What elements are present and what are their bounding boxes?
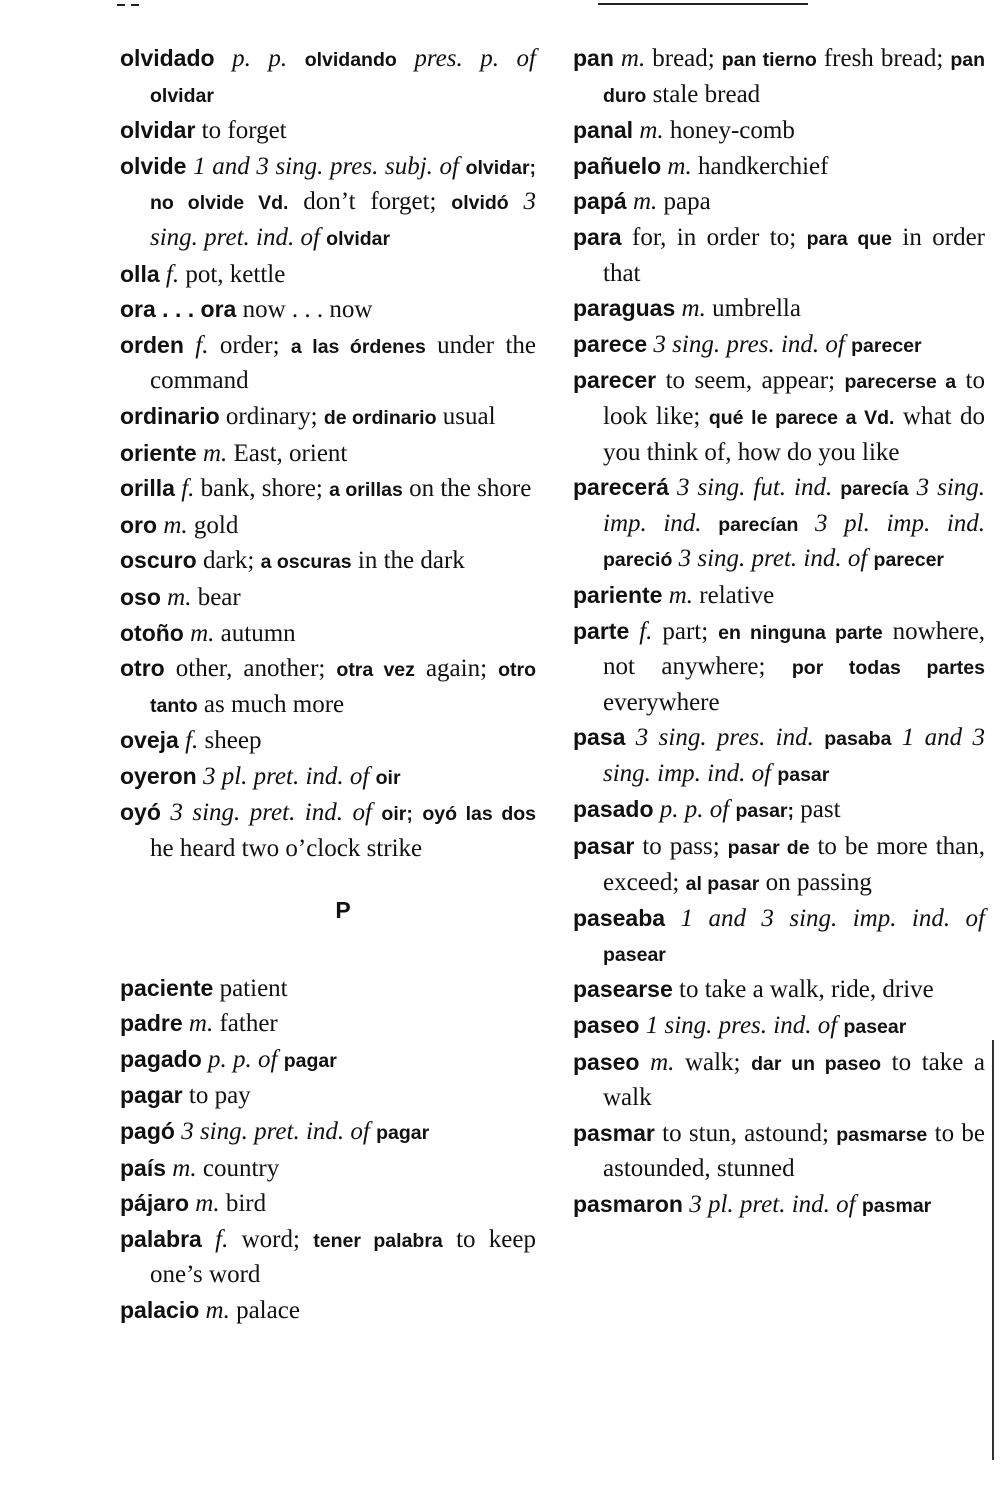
bold-phrase: pasear	[603, 943, 666, 966]
definition-text: to seem, appear;	[656, 367, 845, 395]
grammar-note: 3 pl. imp. ind.	[815, 509, 986, 537]
bold-phrase: otro tanto	[150, 659, 536, 717]
headword: otoño	[120, 619, 184, 646]
bold-phrase: pasar;	[735, 800, 795, 823]
definition-text	[184, 332, 195, 359]
scan-artifact	[117, 4, 125, 6]
definition-text: East, orient	[227, 439, 348, 467]
dictionary-entry	[573, 184, 985, 220]
scan-artifact	[598, 3, 808, 5]
dictionary-entry	[120, 328, 536, 399]
grammar-note: m.	[620, 45, 646, 72]
definition-text	[669, 474, 677, 501]
bold-phrase: pasear	[843, 1016, 907, 1039]
grammar-note: p. p. of	[208, 1045, 278, 1073]
dictionary-entry	[120, 399, 536, 436]
dictionary-entry	[120, 616, 536, 652]
dictionary-entry	[120, 723, 536, 759]
grammar-note: m.	[205, 1297, 230, 1324]
headword: orden	[120, 331, 184, 358]
definition-text: word;	[228, 1225, 314, 1253]
dictionary-entry	[120, 1222, 536, 1293]
headword: país	[120, 1154, 167, 1181]
headword: pájaro	[120, 1190, 190, 1217]
definition-text: country	[196, 1154, 280, 1182]
dictionary-entry	[120, 1186, 536, 1222]
grammar-note: m.	[667, 152, 692, 180]
dictionary-entry	[120, 543, 536, 580]
dictionary-entry	[573, 614, 985, 721]
definition-text	[665, 905, 680, 932]
headword: pagar	[120, 1082, 183, 1109]
definition-text: palace	[229, 1297, 300, 1324]
grammar-note: f.	[195, 331, 209, 359]
definition-text: to take a walk, ride, drive	[672, 976, 934, 1004]
definition-text: sheep	[198, 727, 262, 755]
definition-text: relative	[693, 581, 775, 609]
bold-phrase: pagar	[283, 1049, 337, 1072]
dictionary-entry	[573, 327, 985, 364]
scan-artifact	[131, 4, 139, 6]
headword: ora . . . ora	[120, 296, 237, 323]
bold-phrase: al pasar	[685, 872, 760, 895]
grammar-note: 3 sing. pret. ind. of	[170, 799, 372, 827]
headword: pasa	[573, 724, 626, 751]
bold-phrase: qué le parece a Vd.	[708, 406, 895, 429]
grammar-note: m.	[681, 295, 706, 323]
grammar-note: m.	[195, 1190, 220, 1218]
grammar-note: 3 sing. pret. ind. of	[181, 1118, 370, 1146]
dictionary-entry	[573, 1187, 985, 1224]
headword: pagado	[120, 1045, 202, 1072]
definition-text: usual	[436, 402, 496, 430]
dictionary-entry	[120, 759, 536, 796]
bold-phrase: para que	[806, 227, 893, 250]
headword: orilla	[120, 475, 175, 502]
grammar-note: pres. p. of	[414, 45, 537, 72]
left-column	[120, 41, 536, 1329]
grammar-note: 3 sing. pres. ind.	[635, 724, 814, 752]
headword: pagó	[120, 1118, 175, 1145]
dictionary-entry	[573, 1116, 985, 1187]
headword: pasar	[573, 833, 635, 860]
definition-text	[215, 45, 233, 72]
definition-text	[625, 724, 635, 751]
definition-text: nowhere, not anywhere;	[603, 617, 985, 681]
definition-text: father	[213, 1010, 278, 1038]
dictionary-entry	[120, 1042, 536, 1079]
definition-text: papa	[657, 188, 711, 216]
definition-text	[909, 474, 917, 501]
dictionary-entry	[573, 972, 985, 1008]
dictionary-entry	[120, 651, 536, 723]
headword: oveja	[120, 727, 179, 754]
grammar-note: p. p. of	[659, 796, 730, 824]
definition-text: to pass;	[634, 833, 728, 861]
dictionary-entry	[120, 113, 536, 149]
definition-text	[413, 799, 422, 826]
grammar-note: f.	[185, 727, 199, 755]
grammar-note: f.	[181, 475, 195, 503]
definition-text: dark;	[196, 547, 261, 575]
definition-text: to keep one’s word	[150, 1225, 536, 1289]
headword: oriente	[120, 439, 197, 466]
headword: olvide	[120, 152, 187, 179]
definition-text: pot, kettle	[179, 260, 286, 288]
headword: papá	[573, 188, 627, 215]
headword: oscuro	[120, 547, 197, 574]
dictionary-entry	[120, 971, 536, 1007]
definition-text: in order that	[603, 223, 986, 287]
dictionary-entry	[120, 471, 536, 508]
bold-phrase: parecer	[873, 549, 945, 572]
definition-text: bank, shore;	[194, 475, 330, 503]
definition-text: again;	[414, 655, 499, 683]
headword: parece	[573, 330, 648, 357]
dictionary-entry	[573, 1045, 985, 1116]
definition-text: on passing	[759, 868, 872, 896]
dictionary-entry	[120, 257, 536, 293]
bold-phrase: a oscuras	[260, 551, 352, 574]
bold-phrase: oyó las dos	[422, 803, 537, 826]
definition-text	[814, 724, 824, 751]
bold-phrase: pan tierno	[721, 49, 817, 71]
definition-text: he heard two o’clock strike	[150, 835, 423, 863]
definition-text: bear	[191, 583, 241, 611]
bold-phrase: olvidar;	[465, 156, 537, 179]
bold-phrase: otra vez	[336, 659, 415, 682]
bold-phrase: pareció	[603, 549, 673, 572]
definition-text: ordinary;	[219, 402, 324, 430]
grammar-note: f.	[639, 617, 653, 645]
grammar-note: f.	[215, 1225, 229, 1253]
definition-text	[702, 510, 719, 537]
definition-text: to look like;	[603, 367, 985, 430]
headword: olvidar	[120, 117, 196, 144]
headword: paseo	[573, 1048, 640, 1075]
headword: pan	[573, 45, 614, 71]
bold-phrase: pasmarse	[836, 1123, 928, 1146]
definition-text: past	[794, 796, 841, 824]
dictionary-entry	[573, 901, 985, 972]
grammar-note: p. p.	[232, 45, 288, 72]
bold-phrase: olvidó	[451, 192, 509, 215]
definition-text: part;	[652, 617, 719, 645]
definition-text	[287, 45, 305, 72]
definition-text: everywhere	[603, 688, 720, 716]
dictionary-entry	[120, 1151, 536, 1187]
dictionary-entry	[573, 220, 985, 291]
definition-text	[372, 799, 381, 826]
grammar-note: m.	[202, 439, 228, 467]
dictionary-entry	[573, 792, 985, 829]
grammar-note: 3 sing. fut. ind.	[676, 474, 833, 502]
headword: parecer	[573, 367, 657, 394]
headword: paraguas	[573, 295, 676, 322]
dictionary-entry	[120, 1006, 536, 1042]
headword: pasmar	[573, 1119, 655, 1146]
headword: ordinario	[120, 402, 220, 429]
bold-phrase: no olvide Vd.	[150, 192, 289, 215]
dictionary-entry	[120, 436, 536, 472]
definition-text: walk;	[674, 1048, 752, 1076]
dictionary-entry	[573, 829, 985, 901]
definition-text: now . . . now	[236, 296, 373, 324]
definition-text: gold	[187, 511, 239, 539]
headword: pasmaron	[573, 1191, 683, 1217]
definition-text	[614, 45, 621, 72]
definition-text: to forget	[195, 117, 287, 145]
bold-phrase: oir	[375, 766, 401, 789]
dictionary-entry	[120, 580, 536, 616]
dictionary-entry	[573, 291, 985, 327]
dictionary-entry	[120, 149, 536, 257]
headword: pasearse	[573, 976, 673, 1003]
definition-text: bread;	[645, 45, 722, 72]
definition-text: to pay	[182, 1082, 251, 1110]
dictionary-entry	[573, 41, 985, 113]
grammar-note: 1 sing. pres. ind. of	[645, 1012, 838, 1040]
definition-text: to be astounded, stunned	[603, 1119, 985, 1183]
headword: paseaba	[573, 905, 666, 932]
headword: paciente	[120, 974, 214, 1001]
right-column	[573, 41, 985, 1224]
grammar-note: 3 pl. pret. ind. of	[689, 1191, 856, 1218]
dictionary-entry	[120, 1293, 536, 1329]
grammar-note: 3 sing. pret. ind. of	[150, 188, 537, 251]
definition-text: autumn	[214, 619, 296, 647]
grammar-note: m.	[190, 619, 215, 647]
definition-text	[629, 618, 639, 645]
bold-phrase: olvidando	[304, 49, 397, 71]
headword: parte	[573, 617, 630, 644]
definition-text	[891, 724, 901, 751]
definition-text: in the dark	[351, 547, 465, 575]
section-letter: P	[335, 896, 351, 923]
definition-text	[798, 510, 815, 537]
headword: pañuelo	[573, 152, 662, 179]
bold-phrase: dar un paseo	[751, 1052, 882, 1075]
headword: oso	[120, 583, 161, 610]
bold-phrase: tener palabra	[313, 1229, 443, 1252]
bold-phrase: pan duro	[603, 49, 985, 107]
headword: panal	[573, 117, 634, 144]
headword: para	[573, 223, 622, 250]
definition-text	[397, 45, 415, 72]
bold-phrase: pasmar	[861, 1195, 932, 1217]
grammar-note: 3 sing. pres. ind. of	[653, 330, 845, 358]
bold-phrase: pagar	[376, 1122, 430, 1145]
grammar-note: 3 sing. pret. ind. of	[678, 545, 868, 573]
definition-text	[459, 153, 466, 180]
dictionary-entry	[573, 149, 985, 185]
headword: oyeron	[120, 762, 197, 789]
grammar-note: 3 sing. imp. ind.	[603, 474, 986, 537]
definition-text: to be more than, exceed;	[603, 833, 985, 896]
dictionary-entry	[120, 1078, 536, 1114]
headword: olla	[120, 260, 160, 287]
headword: parecerá	[573, 474, 669, 501]
dictionary-entry	[573, 1008, 985, 1045]
bold-phrase: oir;	[381, 803, 413, 826]
bold-phrase: parecían	[718, 513, 799, 536]
definition-text: under the command	[150, 331, 536, 395]
dictionary-entry	[120, 292, 536, 328]
bold-phrase: por todas partes	[791, 657, 985, 680]
bold-phrase: parecerse a	[844, 371, 957, 394]
dictionary-entry	[120, 41, 536, 113]
definition-text: bird	[219, 1190, 267, 1218]
grammar-note: m.	[639, 117, 664, 145]
grammar-note: 1 and 3 sing. imp. ind. of	[680, 905, 985, 933]
dictionary-entry	[573, 578, 985, 614]
grammar-note: m.	[172, 1154, 197, 1182]
definition-text	[509, 188, 524, 215]
grammar-note: m.	[167, 583, 192, 611]
headword: paseo	[573, 1012, 640, 1039]
definition-text: for, in order to;	[621, 223, 807, 251]
headword: oro	[120, 511, 158, 538]
definition-text: to take a walk	[603, 1048, 985, 1112]
grammar-note: f.	[165, 260, 180, 288]
headword: palacio	[120, 1297, 200, 1323]
headword: pasado	[573, 796, 654, 823]
dictionary-entry	[573, 720, 985, 792]
dictionary-entry	[573, 470, 985, 578]
definition-text: honey-comb	[663, 117, 795, 145]
grammar-note: m.	[188, 1010, 214, 1038]
grammar-note: m.	[668, 581, 694, 609]
definition-text: don’t forget;	[288, 188, 452, 216]
bold-phrase: pasar de	[727, 837, 810, 860]
bold-phrase: a orillas	[329, 479, 403, 502]
margin-rule	[992, 1040, 994, 1460]
dictionary-entry	[573, 113, 985, 149]
bold-phrase: en ninguna parte	[718, 621, 883, 644]
headword: olvidado	[120, 45, 215, 71]
headword: otro	[120, 655, 165, 682]
definition-text: order;	[208, 331, 291, 359]
definition-text: patient	[213, 974, 288, 1002]
definition-text: as much more	[197, 690, 345, 718]
definition-text: other, another;	[164, 655, 337, 683]
bold-phrase: a las órdenes	[290, 335, 426, 358]
definition-text	[161, 799, 170, 826]
grammar-note: 3 pl. pret. ind. of	[202, 762, 370, 790]
definition-text: what do you think of, how do you like	[603, 402, 985, 466]
grammar-note: m.	[650, 1048, 675, 1076]
bold-phrase: de ordinario	[323, 406, 437, 429]
dictionary-entry	[120, 508, 536, 544]
headword: pariente	[573, 581, 663, 608]
definition-text: fresh bread;	[816, 45, 951, 72]
dictionary-entry	[120, 1114, 536, 1151]
definition-text: on the shore	[402, 475, 532, 503]
bold-phrase: olvidar	[326, 227, 391, 250]
headword: oyó	[120, 799, 161, 826]
bold-phrase: parecer	[851, 334, 922, 357]
grammar-note: m.	[163, 511, 188, 539]
definition-text: to stun, astound;	[654, 1119, 837, 1147]
definition-text: stale bread	[646, 80, 761, 108]
headword: padre	[120, 1010, 183, 1037]
dictionary-entry	[120, 795, 536, 866]
grammar-note: m.	[632, 188, 658, 216]
definition-text: handkerchief	[691, 152, 829, 180]
bold-phrase: parecía	[840, 478, 909, 501]
definition-text	[639, 1049, 650, 1076]
definition-text: umbrella	[705, 295, 801, 323]
bold-phrase: pasar	[777, 763, 830, 786]
dictionary-entry	[573, 363, 985, 470]
bold-phrase: olvidar	[150, 84, 214, 107]
grammar-note: 1 and 3 sing. imp. ind. of	[603, 724, 986, 787]
bold-phrase: pasaba	[824, 728, 892, 751]
definition-text	[202, 1226, 215, 1253]
headword: palabra	[120, 1225, 202, 1252]
grammar-note: 1 and 3 sing. pres. subj. of	[193, 152, 459, 180]
